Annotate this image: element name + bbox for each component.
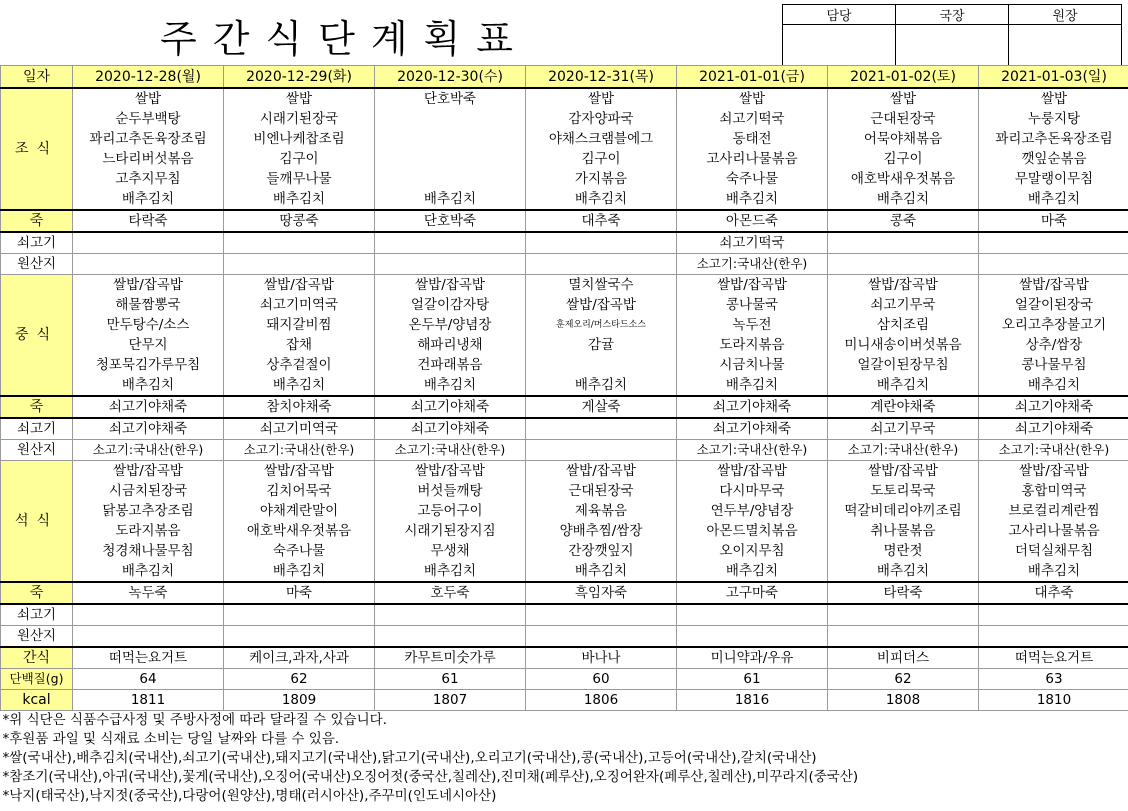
menu-item: 누룽지탕 (979, 109, 1128, 129)
protein-value: 62 (828, 669, 979, 690)
origin-item (828, 626, 979, 648)
menu-item: 단호박죽 (375, 88, 526, 109)
beef-item: 쇠고기야채죽 (677, 418, 828, 440)
table-row (1, 787, 1128, 806)
beef-item: 쇠고기미역국 (224, 418, 375, 440)
menu-item: 콩나물국 (677, 295, 828, 315)
beef-item (677, 604, 828, 626)
date-header-label: 일자 (1, 66, 73, 89)
table-row (1, 66, 1128, 89)
menu-item: 버섯들깨탕 (375, 481, 526, 501)
menu-item: 도토리묵국 (828, 481, 979, 501)
menu-item: 얼갈이된장국 (979, 295, 1128, 315)
menu-item: 야채스크램블에그 (526, 129, 677, 149)
menu-item: 무말랭이무침 (979, 169, 1128, 189)
menu-item: 브로컬리계란찜 (979, 501, 1128, 521)
note-line: *참조기(국내산),아귀(국내산),꽃게(국내산),오징어(국내산)오징어젓(중국산,칠레산),진미채(페루산),오징어완자(페루산,칠레산),미꾸라지(중국산) (2, 769, 859, 785)
snack-item: 미니약과/우유 (677, 647, 828, 669)
menu-item: 들깨무나물 (224, 169, 375, 189)
origin-item (224, 254, 375, 275)
kcal-label: kcal (1, 690, 73, 711)
menu-item: 해파리냉채 (375, 335, 526, 355)
beef-item: 쇠고기야채죽 (375, 418, 526, 440)
menu-item (375, 169, 526, 189)
day-header: 2020-12-28(월) (73, 66, 224, 89)
menu-item: 쌀밥/잡곡밥 (224, 461, 375, 482)
menu-item: 순두부백탕 (73, 109, 224, 129)
day-header: 2021-01-02(토) (828, 66, 979, 89)
beef-label: 쇠고기 (1, 418, 73, 440)
table-row (1, 561, 1128, 582)
porridge-item: 쇠고기야채죽 (979, 396, 1128, 418)
menu-item: 배추김치 (828, 189, 979, 210)
table-row (1, 461, 1128, 482)
menu-item: 배추김치 (677, 561, 828, 582)
beef-item: 쇠고기떡국 (677, 232, 828, 254)
menu-item: 배추김치 (73, 189, 224, 210)
table-row (1, 418, 1128, 440)
menu-item: 무생채 (375, 541, 526, 561)
origin-item (979, 626, 1128, 648)
porridge-label: 죽 (1, 396, 73, 418)
menu-item: 닭봉고추장조림 (73, 501, 224, 521)
origin-label: 원산지 (1, 440, 73, 461)
porridge-label: 죽 (1, 582, 73, 604)
note-line: *쌀(국내산),배추김치(국내산),쇠고기(국내산),돼지고기(국내산),닭고기(국내산),오리고기(국내산),콩(국내산),고등어(국내산),갈치(국내산) (2, 750, 817, 766)
menu-item: 배추김치 (375, 561, 526, 582)
origin-item (375, 254, 526, 275)
menu-item: 쌀밥 (979, 88, 1128, 109)
approval-sign-cell[interactable] (1009, 25, 1122, 66)
menu-item: 쌀밥/잡곡밥 (828, 275, 979, 296)
menu-item: 오리고추장불고기 (979, 315, 1128, 335)
beef-item: 쇠고기무국 (828, 418, 979, 440)
menu-item: 상추겉절이 (224, 355, 375, 375)
table-row (1, 335, 1128, 355)
beef-item: 쇠고기야채죽 (979, 418, 1128, 440)
table-row (1, 109, 1128, 129)
porridge-item: 호두죽 (375, 582, 526, 604)
menu-item: 쌀밥/잡곡밥 (828, 461, 979, 482)
origin-item: 소고기:국내산(한우) (375, 440, 526, 461)
porridge-item: 마죽 (224, 582, 375, 604)
protein-value: 61 (677, 669, 828, 690)
porridge-item: 쇠고기야채죽 (677, 396, 828, 418)
dinner-label: 석식 (1, 461, 73, 583)
menu-item: 느타리버섯볶음 (73, 149, 224, 169)
origin-item (375, 626, 526, 648)
snack-item: 바나나 (526, 647, 677, 669)
menu-item: 삼치조림 (828, 315, 979, 335)
menu-item: 배추김치 (73, 375, 224, 396)
note-line: *낙지(태국산),낙지젓(중국산),다랑어(원양산),명태(러시아산),주꾸미(인도네시아산) (2, 788, 497, 804)
menu-item: 애호박새우젓볶음 (828, 169, 979, 189)
menu-item: 고등어구이 (375, 501, 526, 521)
menu-item: 감귤 (526, 335, 677, 355)
porridge-item: 게살죽 (526, 396, 677, 418)
menu-item: 배추김치 (375, 189, 526, 210)
page-title: 주간식단계획표 (160, 17, 529, 61)
table-row (1, 690, 1128, 711)
table-row (1, 396, 1128, 418)
menu-item: 배추김치 (526, 189, 677, 210)
table-row (1, 626, 1128, 648)
menu-item: 쌀밥/잡곡밥 (677, 461, 828, 482)
menu-item: 쇠고기미역국 (224, 295, 375, 315)
origin-item (828, 254, 979, 275)
menu-item: 배추김치 (526, 375, 677, 396)
table-row (1, 604, 1128, 626)
beef-item (224, 604, 375, 626)
menu-item: 쌀밥/잡곡밥 (73, 461, 224, 482)
menu-item: 쇠고기떡국 (677, 109, 828, 129)
menu-item: 애호박새우젓볶음 (224, 521, 375, 541)
menu-item: 시래기된장국 (224, 109, 375, 129)
protein-value: 61 (375, 669, 526, 690)
porridge-item: 고구마죽 (677, 582, 828, 604)
menu-item: 배추김치 (677, 189, 828, 210)
menu-item (375, 129, 526, 149)
origin-item (677, 626, 828, 648)
beef-item (526, 604, 677, 626)
menu-item: 쌀밥/잡곡밥 (526, 295, 677, 315)
menu-item: 멸치쌀국수 (526, 275, 677, 296)
menu-item: 감자양파국 (526, 109, 677, 129)
snack-label: 간식 (1, 647, 73, 669)
origin-item: 소고기:국내산(한우) (677, 254, 828, 275)
menu-item: 쌀밥/잡곡밥 (375, 275, 526, 296)
kcal-value: 1806 (526, 690, 677, 711)
menu-item: 쌀밥/잡곡밥 (526, 461, 677, 482)
approval-sign-cell[interactable] (783, 25, 896, 66)
table-row (1, 275, 1128, 296)
porridge-item: 참치야채죽 (224, 396, 375, 418)
table-row (1, 521, 1128, 541)
approval-label: 원장 (1009, 5, 1122, 25)
table-row (1, 440, 1128, 461)
menu-item: 건파래볶음 (375, 355, 526, 375)
approval-sign-cell[interactable] (896, 25, 1009, 66)
origin-item (526, 440, 677, 461)
day-header: 2021-01-03(일) (979, 66, 1128, 89)
menu-item: 홍합미역국 (979, 481, 1128, 501)
menu-item: 쌀밥 (73, 88, 224, 109)
kcal-value: 1811 (73, 690, 224, 711)
menu-item: 오이지무침 (677, 541, 828, 561)
table-row (1, 254, 1128, 275)
beef-item (224, 232, 375, 254)
menu-item: 배추김치 (526, 561, 677, 582)
beef-item (979, 604, 1128, 626)
menu-item: 쌀밥/잡곡밥 (224, 275, 375, 296)
menu-item: 꽈리고추돈육장조림 (979, 129, 1128, 149)
protein-value: 62 (224, 669, 375, 690)
menu-item: 시금치된장국 (73, 481, 224, 501)
menu-item: 쌀밥 (224, 88, 375, 109)
snack-item: 떠먹는요거트 (979, 647, 1128, 669)
beef-item (526, 232, 677, 254)
menu-item: 쌀밥/잡곡밥 (979, 275, 1128, 296)
origin-item (526, 254, 677, 275)
origin-item (526, 626, 677, 648)
menu-item: 배추김치 (979, 189, 1128, 210)
beef-item (828, 604, 979, 626)
porridge-item: 단호박죽 (375, 210, 526, 232)
beef-item (73, 604, 224, 626)
menu-item: 제육볶음 (526, 501, 677, 521)
menu-item: 배추김치 (224, 375, 375, 396)
table-row (1, 768, 1128, 787)
menu-item: 배추김치 (73, 561, 224, 582)
menu-item: 김구이 (224, 149, 375, 169)
menu-item: 야채계란말이 (224, 501, 375, 521)
porridge-item: 타락죽 (73, 210, 224, 232)
day-header: 2021-01-01(금) (677, 66, 828, 89)
menu-item: 가지볶음 (526, 169, 677, 189)
snack-item: 카무트미숫가루 (375, 647, 526, 669)
table-row (1, 711, 1128, 731)
menu-item (526, 355, 677, 375)
menu-table (0, 65, 1128, 806)
menu-item: 더덕실채무침 (979, 541, 1128, 561)
menu-item: 배추김치 (828, 375, 979, 396)
menu-item: 김구이 (828, 149, 979, 169)
table-row (1, 315, 1128, 335)
protein-value: 63 (979, 669, 1128, 690)
protein-label: 단백질(g) (1, 669, 73, 690)
table-row (1, 232, 1128, 254)
menu-item: 배추김치 (979, 375, 1128, 396)
menu-item (375, 109, 526, 129)
menu-item: 배추김치 (224, 561, 375, 582)
origin-item: 소고기:국내산(한우) (73, 440, 224, 461)
beef-item: 쇠고기야채죽 (73, 418, 224, 440)
kcal-value: 1816 (677, 690, 828, 711)
menu-item (375, 149, 526, 169)
menu-item: 배추김치 (828, 561, 979, 582)
table-row (1, 730, 1128, 749)
table-row (1, 210, 1128, 232)
beef-item (828, 232, 979, 254)
origin-label: 원산지 (1, 254, 73, 275)
menu-item: 배추김치 (677, 375, 828, 396)
origin-item (73, 626, 224, 648)
porridge-item: 마죽 (979, 210, 1128, 232)
menu-item: 숙주나물 (224, 541, 375, 561)
origin-item (224, 626, 375, 648)
kcal-value: 1810 (979, 690, 1128, 711)
menu-item: 해물짬뽕국 (73, 295, 224, 315)
table-row (1, 582, 1128, 604)
menu-item: 잡채 (224, 335, 375, 355)
beef-item (526, 418, 677, 440)
menu-item: 김구이 (526, 149, 677, 169)
porridge-item: 대추죽 (526, 210, 677, 232)
origin-label: 원산지 (1, 626, 73, 648)
menu-item: 청포묵김가루무침 (73, 355, 224, 375)
day-header: 2020-12-31(목) (526, 66, 677, 89)
snack-item: 비피더스 (828, 647, 979, 669)
menu-item: 고사리나물볶음 (979, 521, 1128, 541)
table-row (1, 647, 1128, 669)
menu-item: 시금치나물 (677, 355, 828, 375)
menu-item: 청경채나물무침 (73, 541, 224, 561)
menu-item: 상추/쌈장 (979, 335, 1128, 355)
table-row (1, 375, 1128, 396)
table-row (1, 669, 1128, 690)
porridge-item: 녹두죽 (73, 582, 224, 604)
menu-item: 시래기된장지짐 (375, 521, 526, 541)
menu-item: 돼지갈비찜 (224, 315, 375, 335)
menu-item: 떡갈비데리야끼조림 (828, 501, 979, 521)
note-line: *위 식단은 식품수급사정 및 주방사정에 따라 달라질 수 있습니다. (2, 712, 387, 728)
menu-item: 쌀밥/잡곡밥 (979, 461, 1128, 482)
menu-item: 근대된장국 (526, 481, 677, 501)
porridge-label: 죽 (1, 210, 73, 232)
day-header: 2020-12-30(수) (375, 66, 526, 89)
porridge-item: 땅콩죽 (224, 210, 375, 232)
menu-item: 다시마무국 (677, 481, 828, 501)
beef-label: 쇠고기 (1, 604, 73, 626)
porridge-item: 대추죽 (979, 582, 1128, 604)
menu-item: 쌀밥/잡곡밥 (677, 275, 828, 296)
menu-item: 양배추찜/쌈장 (526, 521, 677, 541)
menu-item: 명란젓 (828, 541, 979, 561)
origin-item: 소고기:국내산(한우) (828, 440, 979, 461)
menu-item: 간장깻잎지 (526, 541, 677, 561)
porridge-item: 콩죽 (828, 210, 979, 232)
menu-item: 꽈리고추돈육장조림 (73, 129, 224, 149)
beef-item (979, 232, 1128, 254)
approval-label: 국장 (896, 5, 1009, 25)
day-header: 2020-12-29(화) (224, 66, 375, 89)
table-row (1, 189, 1128, 210)
menu-item: 깻잎순볶음 (979, 149, 1128, 169)
origin-item (73, 254, 224, 275)
menu-item: 배추김치 (979, 561, 1128, 582)
menu-item: 배추김치 (224, 189, 375, 210)
beef-label: 쇠고기 (1, 232, 73, 254)
menu-item: 동태전 (677, 129, 828, 149)
menu-item: 쌀밥/잡곡밥 (375, 461, 526, 482)
table-row (1, 541, 1128, 561)
approval-label: 담당 (783, 5, 896, 25)
menu-item: 쌀밥 (526, 88, 677, 109)
menu-item: 쌀밥 (828, 88, 979, 109)
protein-value: 60 (526, 669, 677, 690)
porridge-item: 타락죽 (828, 582, 979, 604)
menu-item: 쇠고기무국 (828, 295, 979, 315)
beef-item (375, 232, 526, 254)
table-row (1, 169, 1128, 189)
table-row (1, 749, 1128, 768)
table-row (1, 295, 1128, 315)
menu-item: 숙주나물 (677, 169, 828, 189)
porridge-item: 쇠고기야채죽 (73, 396, 224, 418)
porridge-item: 쇠고기야채죽 (375, 396, 526, 418)
menu-item: 얼갈이된장무침 (828, 355, 979, 375)
menu-item: 배추김치 (375, 375, 526, 396)
note-line: *후원품 과일 및 식재료 소비는 당일 날짜와 다를 수 있음. (2, 731, 340, 747)
approval-box (782, 4, 1122, 66)
table-row (1, 129, 1128, 149)
menu-item: 취나물볶음 (828, 521, 979, 541)
table-row (1, 501, 1128, 521)
beef-item (375, 604, 526, 626)
table-row (1, 149, 1128, 169)
lunch-label: 중식 (1, 275, 73, 397)
kcal-value: 1807 (375, 690, 526, 711)
origin-item: 소고기:국내산(한우) (224, 440, 375, 461)
beef-item (73, 232, 224, 254)
table-row (1, 481, 1128, 501)
menu-item: 쌀밥/잡곡밥 (73, 275, 224, 296)
porridge-item: 흑임자죽 (526, 582, 677, 604)
menu-item: 김치어묵국 (224, 481, 375, 501)
menu-item: 콩나물무침 (979, 355, 1128, 375)
menu-item: 고추지무침 (73, 169, 224, 189)
menu-item: 비엔나케찹조림 (224, 129, 375, 149)
table-row (1, 88, 1128, 109)
porridge-item: 아몬드죽 (677, 210, 828, 232)
menu-item: 만두탕수/소스 (73, 315, 224, 335)
origin-item (979, 254, 1128, 275)
menu-item: 얼갈이감자탕 (375, 295, 526, 315)
breakfast-label: 조식 (1, 88, 73, 210)
protein-value: 64 (73, 669, 224, 690)
table-row (1, 355, 1128, 375)
menu-item: 어묵야채볶음 (828, 129, 979, 149)
menu-item: 고사리나물볶음 (677, 149, 828, 169)
kcal-value: 1809 (224, 690, 375, 711)
menu-item: 도라지볶음 (73, 521, 224, 541)
kcal-value: 1808 (828, 690, 979, 711)
menu-item: 도라지볶음 (677, 335, 828, 355)
menu-item: 근대된장국 (828, 109, 979, 129)
origin-item: 소고기:국내산(한우) (979, 440, 1128, 461)
menu-item: 연두부/양념장 (677, 501, 828, 521)
origin-item: 소고기:국내산(한우) (677, 440, 828, 461)
snack-item: 케이크,과자,사과 (224, 647, 375, 669)
porridge-item: 계란야채죽 (828, 396, 979, 418)
menu-item: 단무지 (73, 335, 224, 355)
menu-item: 훈제오리/머스타드소스 (526, 315, 677, 335)
menu-item: 아몬드멸치볶음 (677, 521, 828, 541)
menu-item: 온두부/양념장 (375, 315, 526, 335)
menu-item: 쌀밥 (677, 88, 828, 109)
snack-item: 떠먹는요거트 (73, 647, 224, 669)
menu-item: 녹두전 (677, 315, 828, 335)
menu-item: 미니새송이버섯볶음 (828, 335, 979, 355)
